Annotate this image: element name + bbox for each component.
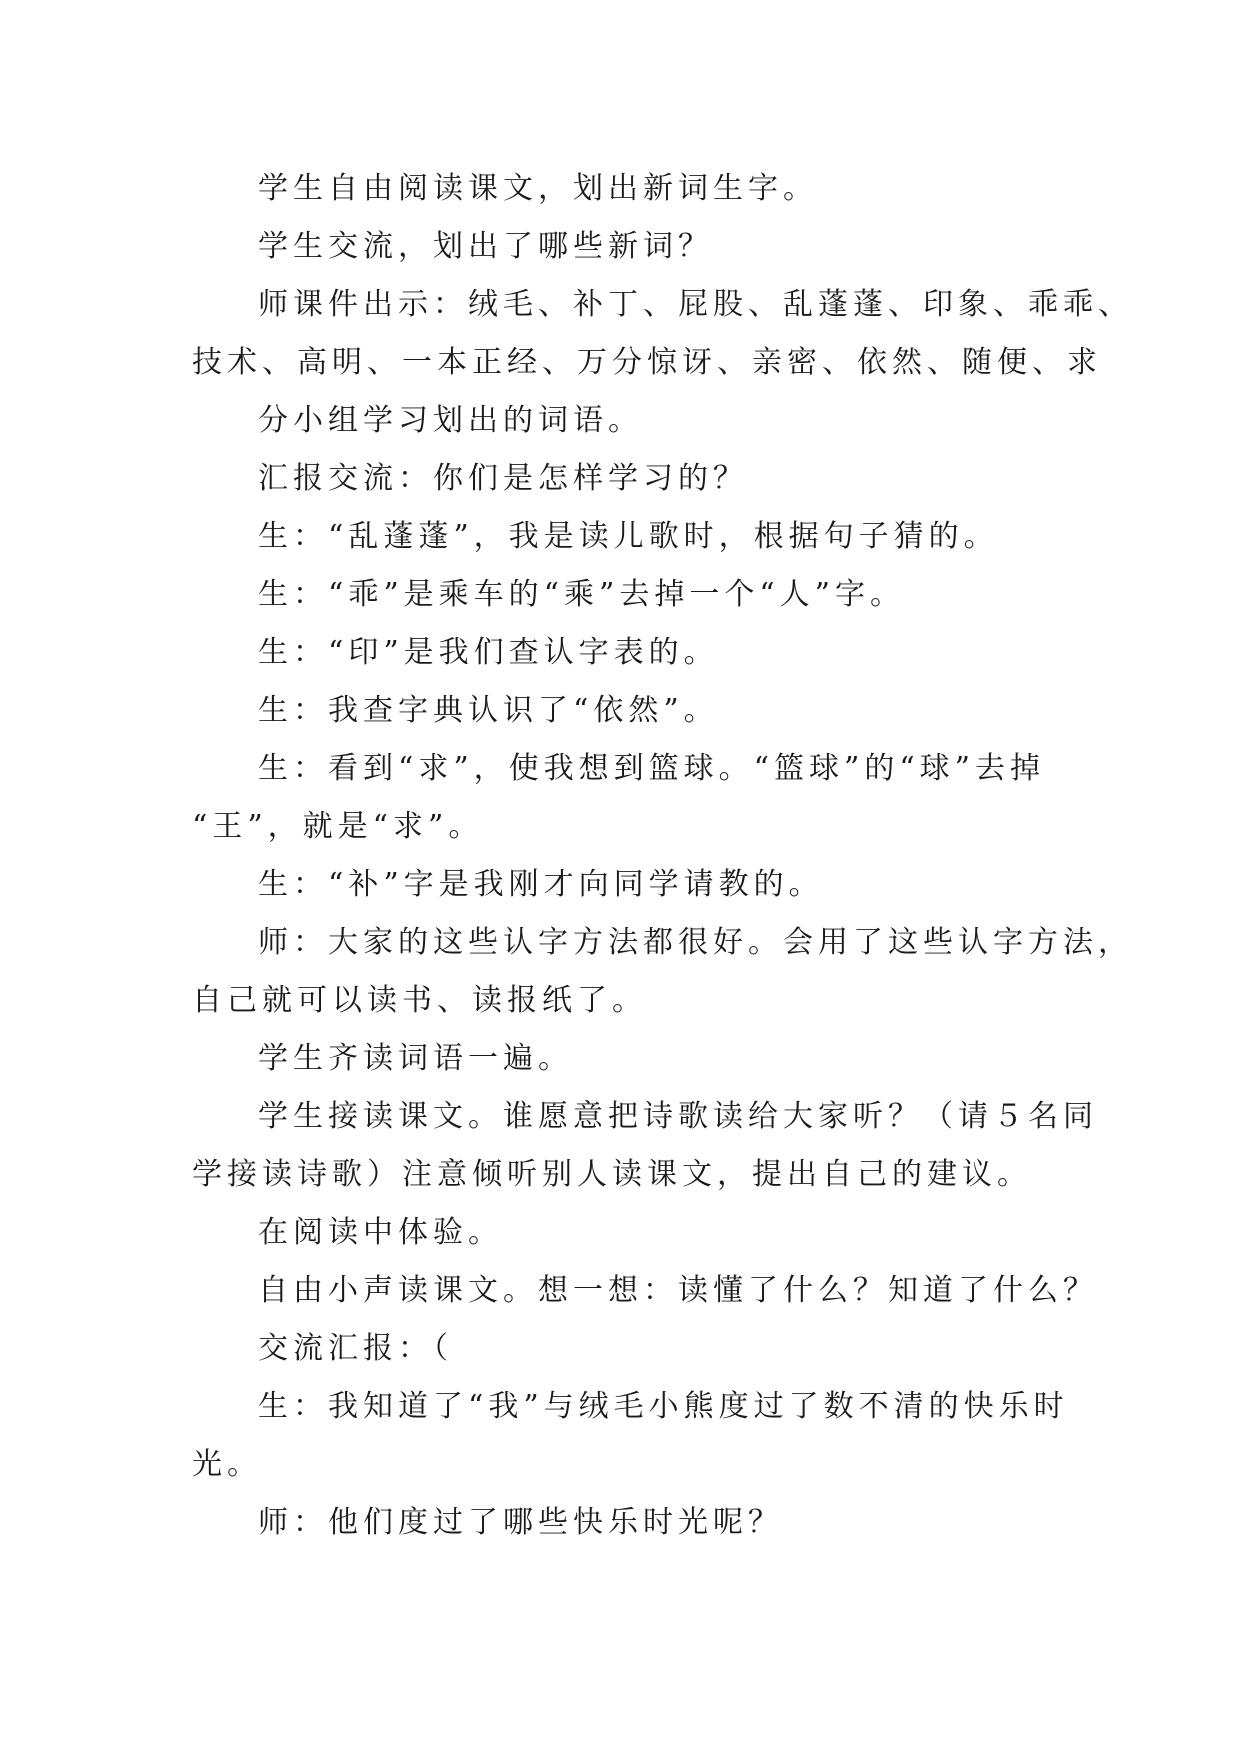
text-line: “王”，就是“求”。 [192,809,484,844]
document-body [192,160,1133,1552]
paragraph [192,1494,1052,1552]
text-line: 汇报交流：你们是怎样学习的？ [258,461,748,496]
text-line: 师：他们度过了哪些快乐时光呢？ [258,1505,783,1540]
text-line: 自由小声读课文。想一想：读懂了什么？知道了什么？ [258,1273,1098,1308]
text-line: 学生自由阅读课文，划出新词生字。 [258,171,818,206]
paragraph [192,160,1052,218]
text-line: 自己就可以读书、读报纸了。 [192,983,647,1018]
paragraph [192,914,1133,1030]
paragraph [192,1030,1052,1088]
text-line: 技术、高明、一本正经、万分惊讶、亲密、依然、随便、求 [192,345,1102,380]
paragraph [192,856,1052,914]
text-line: 生：“补”字是我刚才向同学请教的。 [258,867,824,902]
text-line: 在阅读中体验。 [258,1215,503,1250]
text-line: 光。 [192,1447,262,1482]
text-line: 学生齐读词语一遍。 [258,1041,573,1076]
paragraph [192,566,1052,624]
paragraph [192,1378,1069,1494]
text-line: 师课件出示：绒毛、补丁、屁股、乱蓬蓬、印象、乖乖、 [258,287,1133,322]
paragraph [192,392,1052,450]
paragraph [192,624,1052,682]
paragraph [192,1320,1052,1378]
paragraph [192,508,1052,566]
paragraph [192,1204,1052,1262]
text-line: 学接读诗歌）注意倾听别人读课文，提出自己的建议。 [192,1157,1032,1192]
text-line: 师：大家的这些认字方法都很好。会用了这些认字方法， [258,925,1133,960]
text-line: 生：我知道了“我”与绒毛小熊度过了数不清的快乐时 [258,1389,1069,1424]
text-line: 学生接读课文。谁愿意把诗歌读给大家听？（请５名同 [258,1099,1098,1134]
paragraph [192,276,1133,392]
text-line: 分小组学习划出的词语。 [258,403,643,438]
paragraph [192,450,1052,508]
text-line: 生：“乱蓬蓬”，我是读儿歌时，根据句子猜的。 [258,519,999,554]
text-line: 交流汇报：（ [258,1331,453,1366]
paragraph [192,682,1052,740]
text-line: 学生交流，划出了哪些新词？ [258,229,713,264]
paragraph [192,740,1052,856]
text-line: 生：看到“求”，使我想到篮球。“篮球”的“球”去掉 [258,751,1046,786]
text-line: 生：“乖”是乘车的“乘”去掉一个“人”字。 [258,577,906,612]
text-line: 生：“印”是我们查认字表的。 [258,635,719,670]
text-line: 生：我查字典认识了“依然”。 [258,693,719,728]
paragraph [192,1262,1098,1320]
paragraph [192,1088,1098,1204]
paragraph [192,218,1052,276]
